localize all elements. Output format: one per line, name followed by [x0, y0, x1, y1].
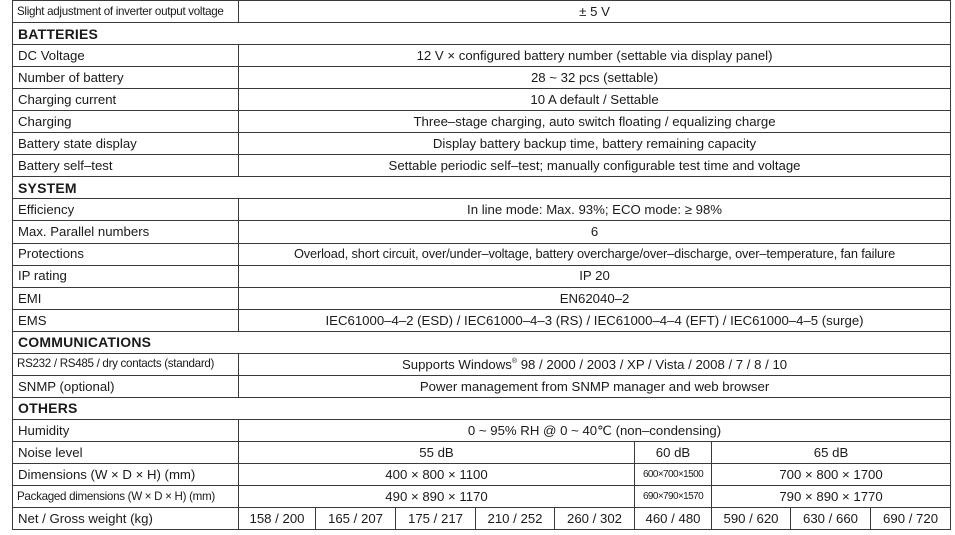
os-support-list: 98 / 2000 / 2003 / XP / Vista / 2008 / 7 / 8 / 10	[517, 356, 788, 372]
spec-value: 210 / 252	[476, 508, 555, 530]
spec-row-protections	[13, 243, 951, 265]
registered-mark: ®	[511, 357, 518, 365]
spec-label: Charging current	[13, 89, 239, 111]
spec-label: EMI	[13, 287, 239, 309]
section-header-system	[13, 177, 951, 199]
spec-value: 400 × 800 × 1100	[239, 463, 635, 485]
spec-value: 175 / 217	[396, 508, 476, 530]
spec-label: IP rating	[13, 265, 239, 287]
spec-value: IP 20	[239, 265, 951, 287]
spec-value: 6	[239, 221, 951, 243]
spec-value: 700 × 800 × 1700	[712, 463, 951, 485]
spec-value: 460 / 480	[635, 508, 712, 530]
spec-value: 260 / 302	[555, 508, 635, 530]
spec-value: IEC61000–4–2 (ESD) / IEC61000–4–3 (RS) / IEC61000–4–4 (EFT) / IEC61000–4–5 (surge)	[239, 309, 951, 331]
spec-row-weight	[13, 508, 951, 530]
spec-row-efficiency	[13, 199, 951, 221]
spec-label: Slight adjustment of inverter output voltage	[13, 1, 239, 23]
spec-label: Efficiency	[13, 199, 239, 221]
spec-row-adjust	[13, 1, 951, 23]
spec-value: 630 / 660	[791, 508, 871, 530]
section-header-communications	[13, 331, 951, 353]
spec-value: 55 dB	[239, 441, 635, 463]
spec-value: 490 × 890 × 1170	[239, 486, 635, 508]
section-title: OTHERS	[13, 397, 951, 419]
spec-label: Dimensions (W × D × H) (mm)	[13, 463, 239, 485]
spec-value: Settable periodic self–test; manually configurable test time and voltage	[239, 155, 951, 177]
spec-label: Net / Gross weight (kg)	[13, 508, 239, 530]
spec-row-number-of-battery	[13, 67, 951, 89]
spec-label: Packaged dimensions (W × D × H) (mm)	[13, 486, 239, 508]
spec-row-rs232	[13, 353, 951, 375]
spec-value: Three–stage charging, auto switch floating / equalizing charge	[239, 111, 951, 133]
spec-label: Humidity	[13, 419, 239, 441]
spec-row-humidity	[13, 419, 951, 441]
spec-label: Protections	[13, 243, 239, 265]
spec-label: Battery state display	[13, 133, 239, 155]
spec-row-dimensions	[13, 463, 951, 485]
spec-value: Power management from SNMP manager and web browser	[239, 375, 951, 397]
section-header-batteries	[13, 23, 951, 45]
spec-label: EMS	[13, 309, 239, 331]
spec-value: 600×700×1500	[635, 463, 712, 485]
section-title: BATTERIES	[13, 23, 951, 45]
spec-row-parallel	[13, 221, 951, 243]
spec-value: 790 × 890 × 1770	[712, 486, 951, 508]
spec-row-packaged-dimensions	[13, 486, 951, 508]
spec-row-emi	[13, 287, 951, 309]
section-title: SYSTEM	[13, 177, 951, 199]
spec-value: ± 5 V	[239, 1, 951, 23]
spec-row-battery-state-display	[13, 133, 951, 155]
section-header-others	[13, 397, 951, 419]
spec-value: 60 dB	[635, 441, 712, 463]
spec-row-ems	[13, 309, 951, 331]
spec-value: 690×790×1570	[635, 486, 712, 508]
spec-value: 65 dB	[712, 441, 951, 463]
spec-value	[239, 353, 951, 375]
spec-row-charging	[13, 111, 951, 133]
spec-row-battery-self-test	[13, 155, 951, 177]
spec-value: In line mode: Max. 93%; ECO mode: ≥ 98%	[239, 199, 951, 221]
section-title: COMMUNICATIONS	[13, 331, 951, 353]
spec-value: 165 / 207	[316, 508, 396, 530]
spec-row-snmp	[13, 375, 951, 397]
spec-row-dc-voltage	[13, 45, 951, 67]
spec-value: 0 ~ 95% RH @ 0 ~ 40℃ (non–condensing)	[239, 419, 951, 441]
spec-label: Charging	[13, 111, 239, 133]
spec-value: EN62040–2	[239, 287, 951, 309]
spec-row-ip-rating	[13, 265, 951, 287]
spec-value: Overload, short circuit, over/under–voltage, battery overcharge/over–discharge, over–temperature, fan failure	[239, 243, 951, 265]
spec-value: 10 A default / Settable	[239, 89, 951, 111]
spec-table	[12, 0, 951, 530]
spec-value: Display battery backup time, battery remaining capacity	[239, 133, 951, 155]
spec-row-charging-current	[13, 89, 951, 111]
spec-row-noise	[13, 441, 951, 463]
spec-label: DC Voltage	[13, 45, 239, 67]
spec-value: 590 / 620	[712, 508, 791, 530]
spec-value: 12 V × configured battery number (settable via display panel)	[239, 45, 951, 67]
spec-label: SNMP (optional)	[13, 375, 239, 397]
spec-label: Max. Parallel numbers	[13, 221, 239, 243]
spec-value: 158 / 200	[239, 508, 316, 530]
spec-label: RS232 / RS485 / dry contacts (standard)	[13, 353, 239, 375]
spec-label: Battery self–test	[13, 155, 239, 177]
spec-label: Number of battery	[13, 67, 239, 89]
spec-value: 28 ~ 32 pcs (settable)	[239, 67, 951, 89]
spec-value: 690 / 720	[871, 508, 951, 530]
os-support-prefix: Supports Windows	[401, 356, 512, 372]
spec-label: Noise level	[13, 441, 239, 463]
